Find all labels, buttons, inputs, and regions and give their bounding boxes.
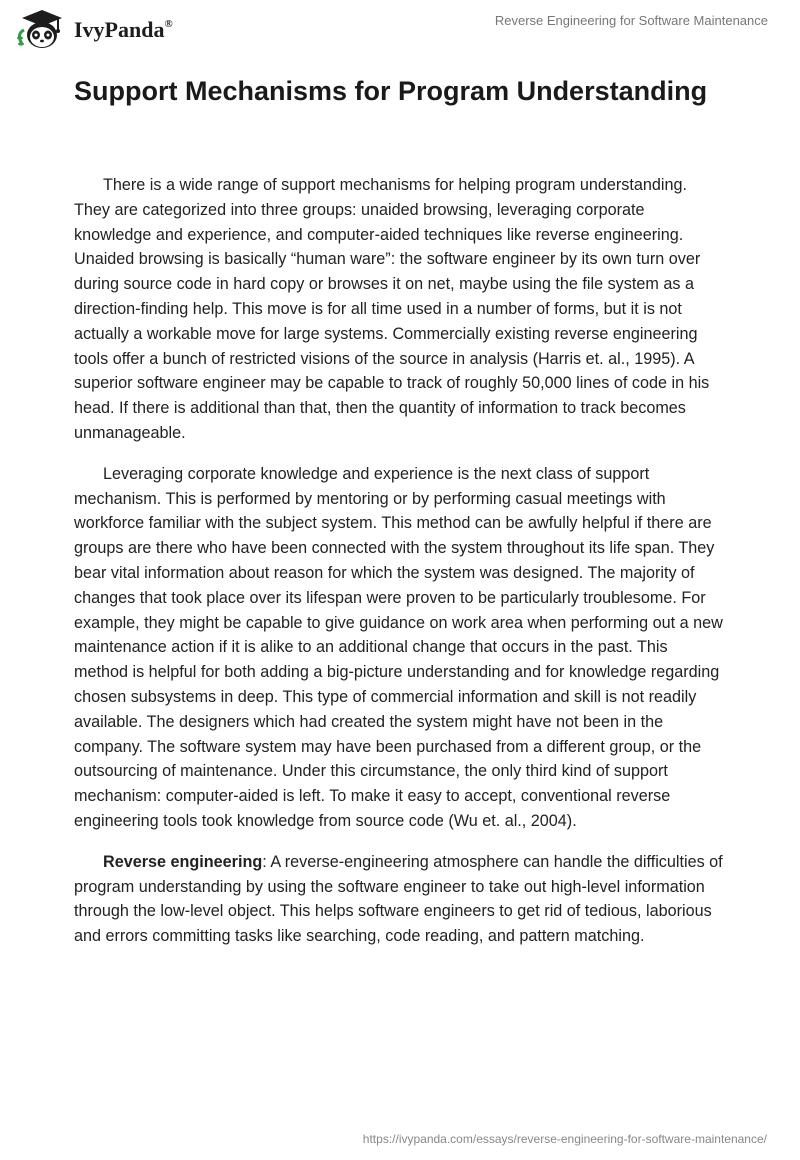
paragraph-1: There is a wide range of support mechanisms for helping program understanding. They are categorized into three groups: unaided browsing, leveraging corporate knowledge and experience, and computer-aided techniques like reverse engineering. Unaided browsing is basically “human ware”: the software engineer by its own turn over during source code in hard copy or browses it on net, maybe using the file system as a direction-finding help. This move is for all time used in a number of forms, but it is not actually a workable move for large systems. Commercially existing reverse engineering tools offer a bunch of restricted visions of the source in analysis (Harris et. al., 1995). A superior software engineer may be capable to track of roughly 50,000 lines of code in his head. If there is additional than that, then the quantity of information to track becomes unmanageable.: [74, 176, 710, 442]
brand-name: IvyPanda®: [74, 17, 173, 42]
paragraph-3: [74, 850, 726, 949]
article-body: [74, 173, 726, 965]
page-header: [0, 0, 800, 60]
paragraph-2: Leveraging corporate knowledge and experience is the next class of support mechanism. This is performed by mentoring or by performing casual meetings with workforce familiar with the subject system. This method can be awfully helpful if there are groups are there who have been connected with the system throughout its life span. They bear vital information about reason for which the system was designed. The majority of changes that took place over its lifespan were proven to be particularly troublesome. For example, they might be capable to give guidance on work area when performing out a new maintenance action if it is alike to an additional change that occurs in the past. This method is helpful for both adding a big-picture understanding and for knowledge regarding chosen subsystems in deep. This type of commercial information and skill is not readily available. The designers which had created the system might have not been in the company. The software system may have been purchased from a different group, or the outsourcing of maintenance. Under this circumstance, the only third kind of support mechanism: computer-aided is left. To make it easy to accept, conventional reverse engineering tools took knowledge from source code (Wu et. al., 2004).: [74, 464, 723, 830]
ivypanda-logo[interactable]: [12, 8, 173, 52]
source-url[interactable]: https://ivypanda.com/essays/reverse-engineering-for-software-maintenance/: [362, 1132, 767, 1146]
panda-graduate-icon: [12, 8, 72, 52]
running-title: Reverse Engineering for Software Maintenance: [494, 13, 768, 28]
page-title: Support Mechanisms for Program Understanding: [74, 76, 708, 106]
registered-mark: ®: [164, 18, 173, 30]
paragraph-3-lead: Reverse engineering: [103, 852, 263, 871]
paragraph-3-text: : A reverse-engineering atmosphere can handle the difficulties of program understanding by using the software engineer to take out high-level information through the low-level object. This helps software engineers to get rid of tedious, laborious and errors committing tasks like searching, code reading, and pattern matching.: [74, 852, 723, 946]
